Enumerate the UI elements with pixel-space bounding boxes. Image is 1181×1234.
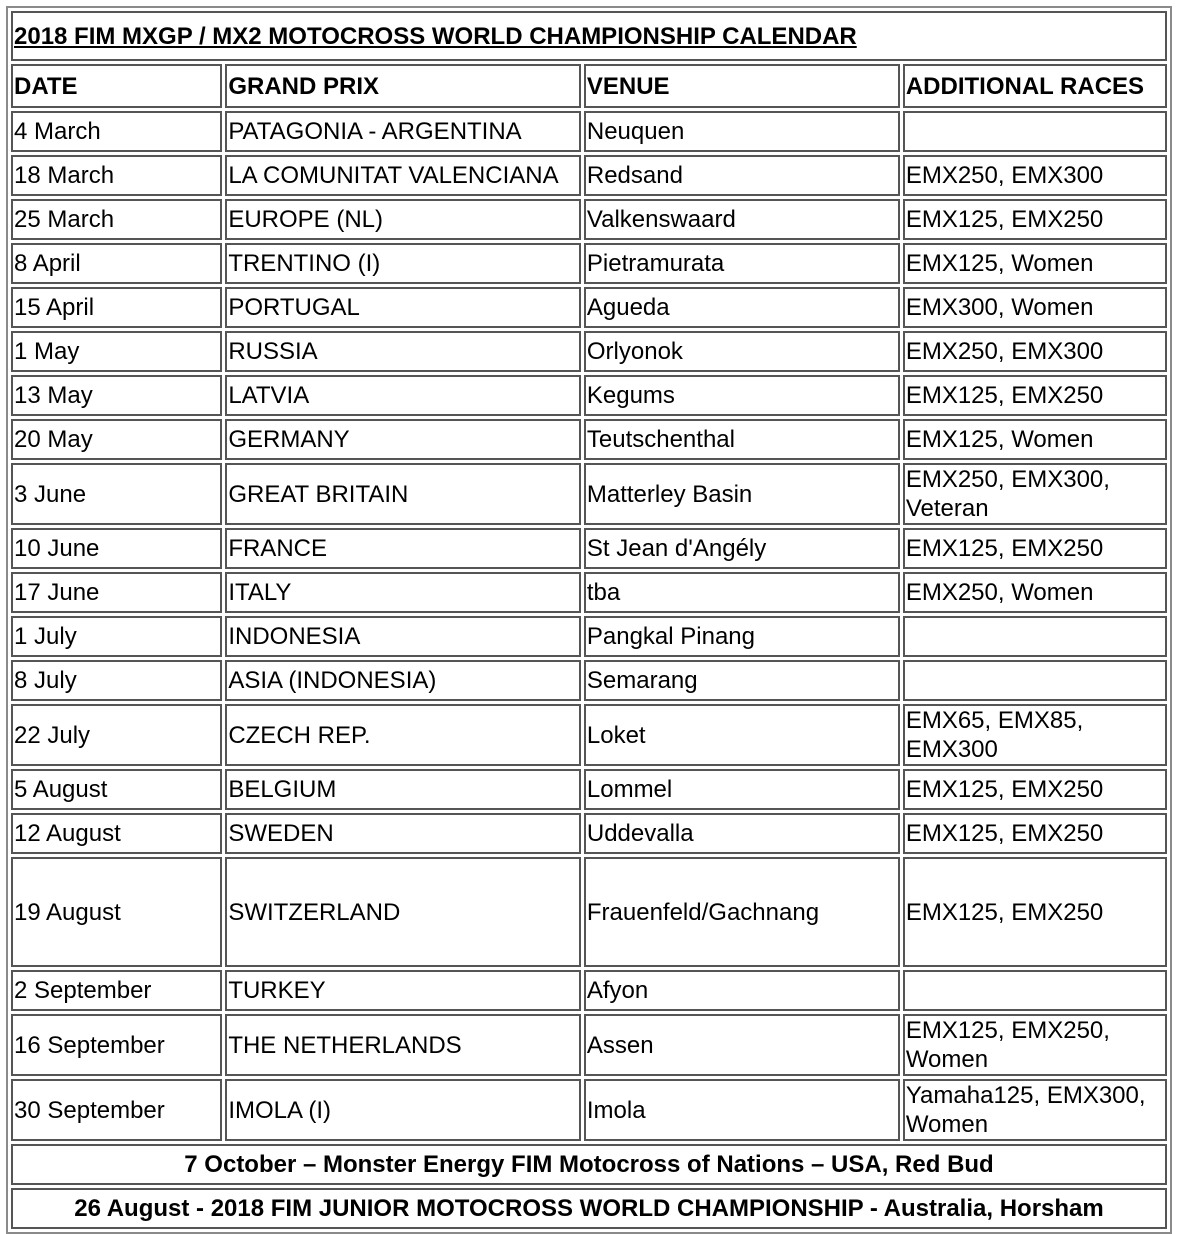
venue-cell: Kegums [584, 375, 900, 416]
table-row [11, 463, 1167, 525]
venue-cell: Imola [584, 1079, 900, 1141]
date-cell: 10 June [11, 528, 222, 569]
table-row [11, 857, 1167, 967]
grand-prix-cell: ITALY [225, 572, 581, 613]
date-cell: 19 August [11, 857, 222, 967]
additional-races-cell: EMX125, Women [903, 243, 1167, 284]
table-row [11, 813, 1167, 854]
grand-prix-cell: BELGIUM [225, 769, 581, 810]
venue-cell: Valkenswaard [584, 199, 900, 240]
grand-prix-cell: INDONESIA [225, 616, 581, 657]
additional-races-cell: EMX125, EMX250 [903, 199, 1167, 240]
table-row [11, 287, 1167, 328]
column-header-grand-prix: GRAND PRIX [225, 64, 581, 108]
grand-prix-cell: LATVIA [225, 375, 581, 416]
table-row [11, 419, 1167, 460]
date-cell: 1 May [11, 331, 222, 372]
venue-cell: Lommel [584, 769, 900, 810]
venue-cell: Redsand [584, 155, 900, 196]
date-cell: 17 June [11, 572, 222, 613]
date-cell: 3 June [11, 463, 222, 525]
grand-prix-cell: SWITZERLAND [225, 857, 581, 967]
date-cell: 25 March [11, 199, 222, 240]
grand-prix-cell: EUROPE (NL) [225, 199, 581, 240]
column-header-venue: VENUE [584, 64, 900, 108]
table-row [11, 1014, 1167, 1076]
grand-prix-cell: GERMANY [225, 419, 581, 460]
additional-races-cell: EMX125, Women [903, 419, 1167, 460]
grand-prix-cell: LA COMUNITAT VALENCIANA [225, 155, 581, 196]
grand-prix-cell: CZECH REP. [225, 704, 581, 766]
table-row [11, 970, 1167, 1011]
date-cell: 16 September [11, 1014, 222, 1076]
additional-races-cell: EMX125, EMX250 [903, 375, 1167, 416]
table-row [11, 528, 1167, 569]
additional-races-cell: EMX65, EMX85, EMX300 [903, 704, 1167, 766]
column-header-date: DATE [11, 64, 222, 108]
date-cell: 18 March [11, 155, 222, 196]
venue-cell: Afyon [584, 970, 900, 1011]
date-cell: 1 July [11, 616, 222, 657]
footer-row-nations [11, 1144, 1167, 1185]
calendar-table [6, 6, 1172, 1234]
table-row [11, 704, 1167, 766]
venue-cell: Neuquen [584, 111, 900, 152]
title-row [11, 11, 1167, 61]
venue-cell: St Jean d'Angély [584, 528, 900, 569]
venue-cell: Pietramurata [584, 243, 900, 284]
venue-cell: Assen [584, 1014, 900, 1076]
additional-races-cell: EMX300, Women [903, 287, 1167, 328]
date-cell: 30 September [11, 1079, 222, 1141]
table-row [11, 375, 1167, 416]
venue-cell: Matterley Basin [584, 463, 900, 525]
date-cell: 15 April [11, 287, 222, 328]
grand-prix-cell: TURKEY [225, 970, 581, 1011]
additional-races-cell: EMX250, EMX300 [903, 155, 1167, 196]
venue-cell: Frauenfeld/Gachnang [584, 857, 900, 967]
table-row [11, 331, 1167, 372]
date-cell: 20 May [11, 419, 222, 460]
additional-races-cell: Yamaha125, EMX300, Women [903, 1079, 1167, 1141]
additional-races-cell: EMX125, EMX250 [903, 813, 1167, 854]
venue-cell: Uddevalla [584, 813, 900, 854]
grand-prix-cell: TRENTINO (I) [225, 243, 581, 284]
column-header-additional-races: ADDITIONAL RACES [903, 64, 1167, 108]
venue-cell: Semarang [584, 660, 900, 701]
additional-races-cell: EMX125, EMX250 [903, 857, 1167, 967]
table-row [11, 111, 1167, 152]
date-cell: 5 August [11, 769, 222, 810]
additional-races-cell: EMX125, EMX250 [903, 528, 1167, 569]
grand-prix-cell: PATAGONIA - ARGENTINA [225, 111, 581, 152]
date-cell: 4 March [11, 111, 222, 152]
table-row [11, 660, 1167, 701]
grand-prix-cell: PORTUGAL [225, 287, 581, 328]
date-cell: 8 April [11, 243, 222, 284]
table-row [11, 199, 1167, 240]
additional-races-cell [903, 660, 1167, 701]
calendar-title: 2018 FIM MXGP / MX2 MOTOCROSS WORLD CHAMPIONSHIP CALENDAR [11, 11, 1167, 61]
additional-races-cell: EMX250, EMX300 [903, 331, 1167, 372]
grand-prix-cell: GREAT BRITAIN [225, 463, 581, 525]
table-row [11, 1079, 1167, 1141]
table-row [11, 243, 1167, 284]
footer-motocross-of-nations: 7 October – Monster Energy FIM Motocross of Nations – USA, Red Bud [11, 1144, 1167, 1185]
date-cell: 22 July [11, 704, 222, 766]
date-cell: 12 August [11, 813, 222, 854]
venue-cell: Orlyonok [584, 331, 900, 372]
additional-races-cell: EMX250, EMX300, Veteran [903, 463, 1167, 525]
footer-junior-championship: 26 August - 2018 FIM JUNIOR MOTOCROSS WORLD CHAMPIONSHIP - Australia, Horsham [11, 1188, 1167, 1229]
header-row [11, 64, 1167, 108]
venue-cell: Teutschenthal [584, 419, 900, 460]
additional-races-cell: EMX125, EMX250, Women [903, 1014, 1167, 1076]
grand-prix-cell: THE NETHERLANDS [225, 1014, 581, 1076]
venue-cell: Pangkal Pinang [584, 616, 900, 657]
date-cell: 8 July [11, 660, 222, 701]
additional-races-cell: EMX250, Women [903, 572, 1167, 613]
date-cell: 2 September [11, 970, 222, 1011]
table-row [11, 155, 1167, 196]
additional-races-cell [903, 616, 1167, 657]
grand-prix-cell: IMOLA (I) [225, 1079, 581, 1141]
grand-prix-cell: ASIA (INDONESIA) [225, 660, 581, 701]
additional-races-cell [903, 111, 1167, 152]
grand-prix-cell: FRANCE [225, 528, 581, 569]
additional-races-cell [903, 970, 1167, 1011]
footer-row-junior [11, 1188, 1167, 1229]
venue-cell: Loket [584, 704, 900, 766]
venue-cell: tba [584, 572, 900, 613]
additional-races-cell: EMX125, EMX250 [903, 769, 1167, 810]
table-row [11, 616, 1167, 657]
table-row [11, 769, 1167, 810]
venue-cell: Agueda [584, 287, 900, 328]
calendar-body [11, 11, 1167, 1229]
grand-prix-cell: RUSSIA [225, 331, 581, 372]
grand-prix-cell: SWEDEN [225, 813, 581, 854]
table-row [11, 572, 1167, 613]
date-cell: 13 May [11, 375, 222, 416]
